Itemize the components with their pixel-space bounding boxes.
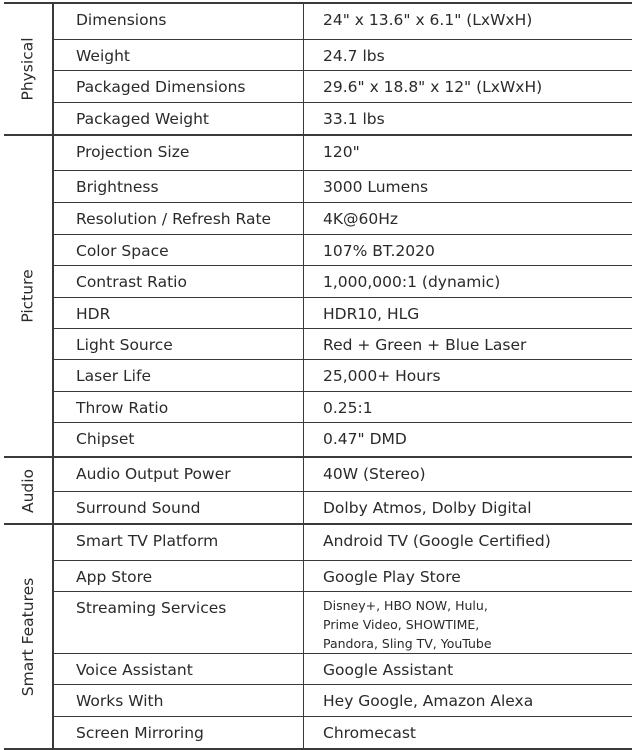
table-row bbox=[54, 39, 632, 70]
group-label-cell bbox=[4, 458, 54, 523]
spec-value: Hey Google, Amazon Alexa bbox=[323, 692, 534, 710]
group-rows bbox=[54, 4, 632, 134]
spec-value: 107% BT.2020 bbox=[323, 242, 435, 260]
spec-value: 0.47" DMD bbox=[323, 430, 407, 448]
spec-value: 29.6" x 18.8" x 12" (LxWxH) bbox=[323, 78, 543, 96]
spec-value: Red + Green + Blue Laser bbox=[323, 336, 527, 354]
specifications-table bbox=[4, 2, 632, 750]
table-row bbox=[54, 136, 632, 170]
spec-label: Works With bbox=[54, 685, 304, 716]
spec-value-line: Disney+, HBO NOW, Hulu, bbox=[323, 598, 488, 613]
spec-label: Packaged Weight bbox=[54, 103, 304, 134]
spec-value: 3000 Lumens bbox=[323, 178, 429, 196]
spec-value bbox=[304, 592, 632, 653]
spec-value: 4K@60Hz bbox=[323, 210, 399, 228]
table-row bbox=[54, 653, 632, 684]
spec-group-physical bbox=[4, 2, 632, 134]
table-row bbox=[54, 525, 632, 560]
group-rows bbox=[54, 525, 632, 748]
spec-group-picture bbox=[4, 134, 632, 456]
spec-label: Throw Ratio bbox=[54, 392, 304, 422]
spec-value: HDR10, HLG bbox=[323, 305, 420, 323]
spec-label: Contrast Ratio bbox=[54, 266, 304, 297]
table-row bbox=[54, 4, 632, 39]
table-row bbox=[54, 265, 632, 297]
spec-value: 1,000,000:1 (dynamic) bbox=[323, 273, 501, 291]
spec-value-line: Prime Video, SHOWTIME, bbox=[323, 617, 480, 632]
table-row bbox=[54, 102, 632, 134]
spec-value: 33.1 lbs bbox=[323, 110, 385, 128]
spec-label: Dimensions bbox=[54, 4, 304, 39]
group-label-cell bbox=[4, 525, 54, 748]
spec-group-smart-features bbox=[4, 523, 632, 750]
group-label-cell bbox=[4, 136, 54, 456]
table-row bbox=[54, 422, 632, 456]
table-row bbox=[54, 491, 632, 523]
spec-value: 25,000+ Hours bbox=[323, 367, 441, 385]
spec-value: 24.7 lbs bbox=[323, 47, 385, 65]
spec-label: Weight bbox=[54, 40, 304, 70]
spec-label: Resolution / Refresh Rate bbox=[54, 203, 304, 234]
spec-value: 120" bbox=[323, 143, 360, 161]
spec-label: Brightness bbox=[54, 171, 304, 202]
spec-value: Android TV (Google Certified) bbox=[323, 532, 551, 550]
spec-label: Smart TV Platform bbox=[54, 525, 304, 560]
table-row bbox=[54, 684, 632, 716]
table-row bbox=[54, 70, 632, 102]
spec-label: Projection Size bbox=[54, 136, 304, 170]
group-label: Physical bbox=[19, 37, 37, 101]
spec-value: Google Play Store bbox=[323, 568, 461, 586]
group-rows bbox=[54, 458, 632, 523]
spec-value: Dolby Atmos, Dolby Digital bbox=[323, 499, 532, 517]
table-row bbox=[54, 170, 632, 202]
spec-label: Streaming Services bbox=[54, 592, 304, 653]
table-row bbox=[54, 328, 632, 359]
spec-label: HDR bbox=[54, 298, 304, 328]
group-label-cell bbox=[4, 4, 54, 134]
table-row bbox=[54, 716, 632, 748]
table-row bbox=[54, 391, 632, 422]
spec-label: Packaged Dimensions bbox=[54, 71, 304, 102]
table-row bbox=[54, 202, 632, 234]
table-row bbox=[54, 458, 632, 491]
group-label: Picture bbox=[19, 269, 37, 323]
table-row bbox=[54, 560, 632, 591]
spec-label: Surround Sound bbox=[54, 492, 304, 523]
spec-label: App Store bbox=[54, 561, 304, 591]
table-row bbox=[54, 297, 632, 328]
table-row bbox=[54, 234, 632, 265]
table-row bbox=[54, 591, 632, 653]
spec-group-audio bbox=[4, 456, 632, 523]
table-row bbox=[54, 359, 632, 391]
spec-value: 24" x 13.6" x 6.1" (LxWxH) bbox=[323, 11, 533, 29]
spec-label: Screen Mirroring bbox=[54, 717, 304, 748]
group-label: Audio bbox=[19, 468, 37, 513]
spec-label: Chipset bbox=[54, 423, 304, 456]
spec-value-line: Pandora, Sling TV, YouTube bbox=[323, 636, 492, 651]
spec-label: Audio Output Power bbox=[54, 458, 304, 491]
group-rows bbox=[54, 136, 632, 456]
spec-value: Chromecast bbox=[323, 724, 416, 742]
group-label: Smart Features bbox=[19, 577, 37, 696]
spec-label: Light Source bbox=[54, 329, 304, 359]
spec-value: 0.25:1 bbox=[323, 399, 373, 417]
spec-label: Color Space bbox=[54, 235, 304, 265]
spec-value: 40W (Stereo) bbox=[323, 465, 426, 483]
spec-label: Voice Assistant bbox=[54, 654, 304, 684]
spec-label: Laser Life bbox=[54, 360, 304, 391]
spec-value: Google Assistant bbox=[323, 661, 454, 679]
